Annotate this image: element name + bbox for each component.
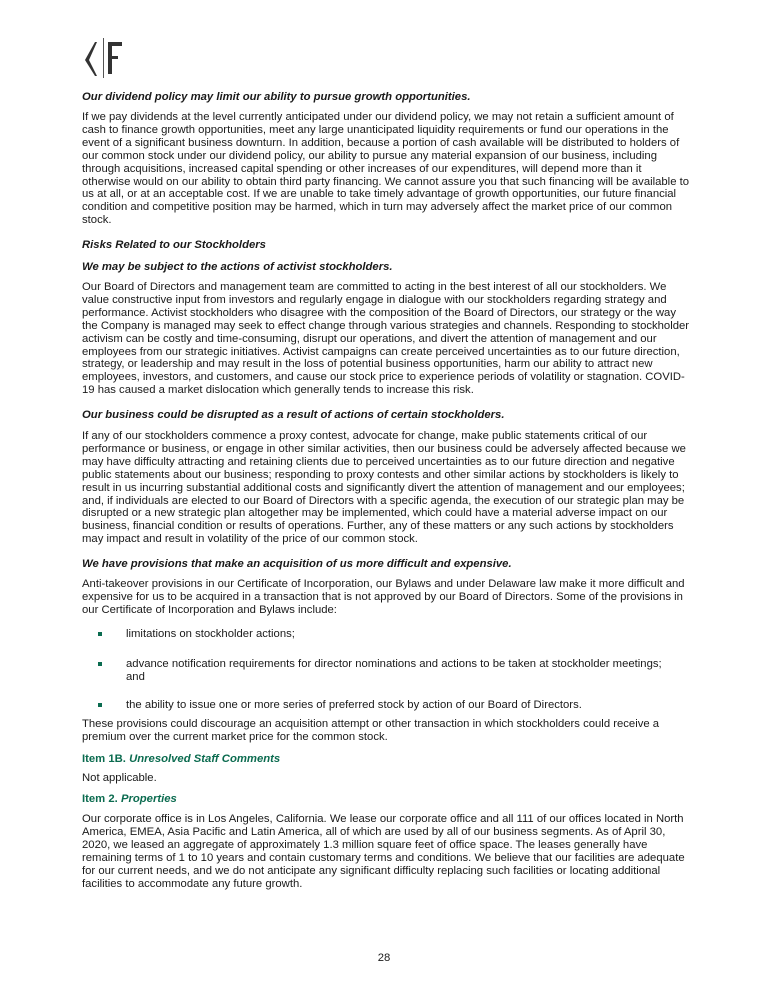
heading-dividend-policy: Our dividend policy may limit our ability to pursue growth opportunities. <box>82 91 471 103</box>
paragraph-dividend-policy: If we pay dividends at the level currently anticipated under our dividend policy, we may not retain a sufficient amount of cash to finance growth opportunities, meet any large unanticipated liquidity requirements or fund our operations in the event of a significant business downturn. In addition, because a portion of cash available will be distributed to holders of our common stock under our dividend policy, our ability to pursue any material expansion of our business, including through acquisitions, increased capital spending or other increases of our expenditures, will depend more than it otherwise would on our ability to obtain third party financing. We cannot assure you that such financing will be available to us at all, or at an acceptable cost. If we are unable to take timely advantage of growth opportunities, our future financial condition and competitive position may be harmed, which in turn may adversely affect the market price of our common stock. <box>82 111 690 227</box>
heading-provisions: We have provisions that make an acquisition of us more difficult and expensive. <box>82 558 512 570</box>
heading-item-2 <box>82 793 690 806</box>
bullet-item: advance notification requirements for director nominations and actions to be taken at stockholder meetings; and <box>112 658 672 684</box>
paragraph-not-applicable: Not applicable. <box>82 772 157 784</box>
heading-disrupted: Our business could be disrupted as a result of actions of certain stockholders. <box>82 409 505 421</box>
item-title: Unresolved Staff Comments <box>129 753 281 765</box>
bullet-icon <box>98 632 102 636</box>
item-number: Item 2. <box>82 793 118 805</box>
paragraph-disrupted: If any of our stockholders commence a proxy contest, advocate for change, make public statements critical of our performance or business, or engage in other similar activities, then our business could be adversely affected because we may have difficulty attracting and retaining clients due to perceived uncertainties as to our future direction and negative public statements about our business; responding to proxy contests and other similar actions by stockholders is likely to result in us incurring substantial additional costs and significantly divert the attention of management and our employees; and, if individuals are elected to our Board of Directors with a specific agenda, the execution of our strategic plan may be disrupted or a new strategic plan altogether may be implemented, which could have a material adverse impact on our business, financial condition or results of operations. Further, any of these matters or any such actions by stockholders may impact and result in volatility of the price of our common stock. <box>82 430 686 546</box>
item-title: Properties <box>120 793 177 805</box>
paragraph-discourage: These provisions could discourage an acquisition attempt or other transaction in which stockholders could receive a premium over the current market price for the common stock. <box>82 718 660 743</box>
paragraph-provisions: Anti-takeover provisions in our Certificate of Incorporation, our Bylaws and under Delaware law make it more difficult and expensive for us to be acquired in a transaction that is not approved by our Board of Directors. Some of the provisions in our Certificate of Incorporation and Bylaws include: <box>82 578 685 616</box>
paragraph-activist: Our Board of Directors and management team are committed to acting in the best interest of all our stockholders. We value constructive input from investors and regularly engage in dialogue with our stockholders regarding strategy and performance. Activist stockholders who disagree with the composition of the Board of Directors, our strategy or the way the Company is managed may seek to effect change through various strategies and channels. Responding to stockholder activism can be costly and time-consuming, disrupt our operations, and divert the attention of management and our employees from our strategic initiatives. Activist campaigns can create perceived uncertainties as to our future direction, strategy, or leadership and may result in the loss of potential business opportunities, harm our ability to attract new employees, investors, and customers, and cause our stock price to experience periods of volatility or stagnation. COVID-19 has caused a market dislocation which generally tends to increase this risk. <box>82 281 690 397</box>
paragraph-properties: Our corporate office is in Los Angeles, California. We lease our corporate office and all 111 of our offices located in North America, EMEA, Asia Pacific and Latin America, all of which are used by all of our business segments. As of April 30, 2020, we leased an aggregate of approximately 1.3 million square feet of office space. The leases generally have remaining terms of 1 to 10 years and contain customary terms and conditions. We believe that our facilities are adequate for our current needs, and we do not anticipate any significant difficulty replacing such facilities or locating additional facilities to accommodate any future growth. <box>82 813 685 890</box>
item-number: Item 1B. <box>82 753 126 765</box>
bullet-item: the ability to issue one or more series of preferred stock by action of our Board of Directors. <box>112 699 672 712</box>
bullet-item: limitations on stockholder actions; <box>112 628 672 641</box>
heading-risks-stockholders: Risks Related to our Stockholders <box>82 239 266 251</box>
bullet-icon <box>98 703 102 707</box>
bullet-icon <box>98 662 102 666</box>
page-number: 28 <box>377 952 391 964</box>
heading-item-1b <box>82 753 690 766</box>
company-logo <box>82 36 130 78</box>
heading-activist: We may be subject to the actions of activist stockholders. <box>82 261 393 273</box>
